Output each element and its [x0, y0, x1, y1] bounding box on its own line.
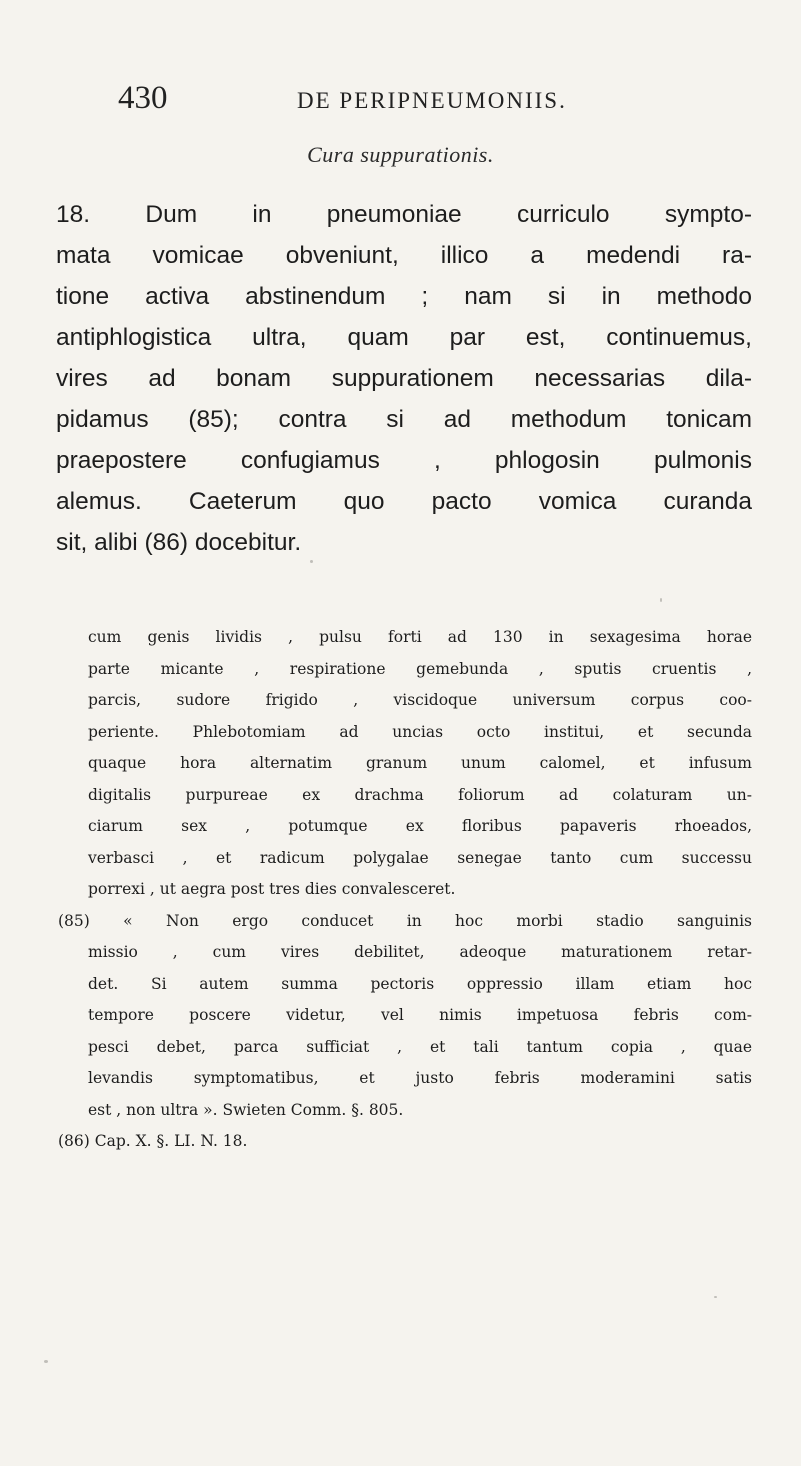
footnote-continuation: [88, 622, 752, 906]
footnote-line: (86) Cap. X. §. LI. N. 18.: [58, 1132, 248, 1150]
main-text-line: tione activa abstinendum ; nam si in methodo: [56, 283, 752, 310]
section-title: Cura suppurationis.: [307, 142, 494, 167]
footnote-line: ciarum sex , potumque ex floribus papaveris rhoeados,: [88, 817, 752, 835]
main-text-line: praepostere confugiamus , phlogosin pulmonis: [56, 447, 752, 474]
page-header: [0, 80, 801, 120]
footnote-line: parte micante , respiratione gemebunda , sputis cruentis ,: [88, 659, 752, 678]
footnote-line: missio , cum vires debilitet, adeoque maturationem retar-: [88, 943, 752, 961]
main-text-line: alemus. Caeterum quo pacto vomica curanda: [56, 488, 752, 515]
footnote-line: periente. Phlebotomiam ad uncias octo institui, et secunda: [88, 722, 752, 741]
footnote-line: levandis symptomatibus, et justo febris moderamini satis: [88, 1069, 752, 1087]
footnote-line: pesci debet, parca sufficiat , et tali tantum copia , quae: [88, 1037, 752, 1056]
footnote-line: tempore poscere videtur, vel nimis impetuosa febris com-: [88, 1006, 752, 1024]
main-text-line: vires ad bonam suppurationem necessarias dila-: [56, 365, 752, 392]
paper-speck: [714, 1296, 717, 1298]
paper-speck: [44, 1360, 48, 1363]
footnote-86: [58, 1126, 752, 1158]
footnote-85: [58, 906, 752, 1127]
main-text-line: mata vomicae obveniunt, illico a medendi ra-: [56, 242, 752, 269]
footnote-line: digitalis purpureae ex drachma foliorum ad colaturam un-: [88, 785, 752, 804]
main-paragraph: [56, 194, 752, 563]
footnote-line: det. Si autem summa pectoris oppressio illam etiam hoc: [88, 974, 752, 993]
main-text-line: sit, alibi (86) docebitur.: [56, 529, 302, 556]
footnote-line: cum genis lividis , pulsu forti ad 130 in sexagesima horae: [88, 628, 752, 646]
footnote-line: porrexi , ut aegra post tres dies convalesceret.: [88, 880, 456, 898]
main-text-line: 18. Dum in pneumoniae curriculo sympto-: [56, 201, 752, 228]
footnote-line: quaque hora alternatim granum unum calomel, et infusum: [88, 754, 752, 772]
footnote-line: (85) « Non ergo conducet in hoc morbi stadio sanguinis: [58, 911, 752, 930]
footnotes: [58, 622, 752, 1158]
running-title: DE PERIPNEUMONIIS.: [297, 88, 567, 113]
page-number: 430: [118, 80, 168, 116]
footnote-line: verbasci , et radicum polygalae senegae tanto cum successu: [88, 848, 752, 867]
main-text-line: pidamus (85); contra si ad methodum tonicam: [56, 406, 752, 433]
paper-speck: [310, 560, 313, 563]
main-text-line: antiphlogistica ultra, quam par est, continuemus,: [56, 324, 752, 351]
footnote-line: parcis, sudore frigido , viscidoque universum corpus coo-: [88, 691, 752, 709]
footnote-line: est , non ultra ». Swieten Comm. §. 805.: [88, 1100, 404, 1119]
paper-speck: [660, 598, 662, 602]
